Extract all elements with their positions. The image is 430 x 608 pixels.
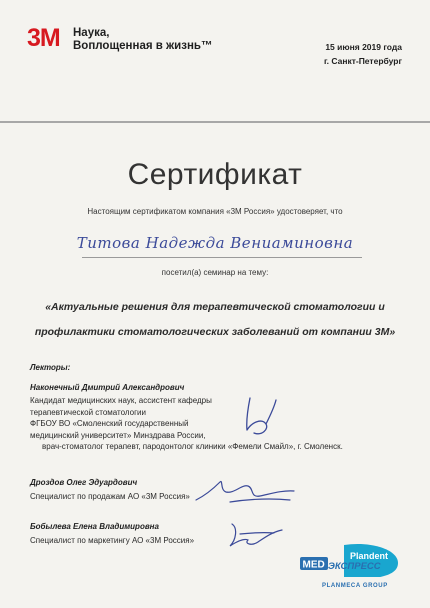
lecturer-1-line: врач-стоматолог терапевт, пародонтолог клиники «Фемели Смайл», г. Смоленск.	[42, 442, 343, 451]
svg-text:Plandent: Plandent	[350, 551, 389, 561]
recipient-underline	[82, 257, 362, 258]
attended-text: посетил(а) семинар на тему:	[161, 268, 269, 277]
lecturer-1-line: терапевтической стоматологии	[30, 407, 146, 417]
date-place	[324, 40, 402, 68]
lecturer-3-line: Специалист по маркетингу АО «3М Россия»	[30, 536, 195, 545]
lecturer-3-details	[30, 535, 194, 547]
signature-lecturer-3	[222, 518, 288, 552]
lecturer-1-line: медицинский университет» Минздрава России,	[30, 430, 206, 440]
header-divider	[0, 121, 430, 123]
lecturer-1-name: Наконечный Дмитрий Александрович	[30, 383, 185, 392]
recipient-name: Титова Надежда Вениаминовна	[76, 234, 354, 252]
lecturer-1-line: Кандидат медицинских наук, ассистент кафедры	[30, 396, 212, 405]
lecturer-2-details	[30, 491, 190, 503]
medexpress-plandent-logo	[300, 543, 400, 591]
seminar-topic-line-1: «Актуальные решения для терапевтической стоматологии и	[45, 301, 385, 313]
svg-text:PLANMECA GROUP: PLANMECA GROUP	[322, 583, 388, 589]
certificate-title: Сертификат	[127, 158, 303, 191]
svg-text:ЭКСПРЕСС: ЭКСПРЕСС	[328, 561, 381, 572]
lecturer-2-line: Специалист по продажам АО «3М Россия»	[30, 492, 190, 501]
svg-text:MED: MED	[302, 559, 325, 571]
lecturer-1-details	[30, 395, 343, 453]
signature-lecturer-2	[190, 472, 300, 512]
lecturers-label: Лекторы:	[30, 363, 71, 372]
company-tagline	[73, 27, 212, 53]
issue-date: 15 июня 2019 года	[325, 42, 402, 52]
lecturer-2-name: Дроздов Олег Эдуардович	[30, 478, 138, 487]
certificate-intro: Настоящим сертификатом компания «3М Россия» удостоверяет, что	[87, 207, 343, 216]
lecturer-3-name: Бобылева Елена Владимировна	[30, 522, 159, 531]
signature-lecturer-1	[236, 392, 286, 440]
issue-city: г. Санкт-Петербург	[323, 56, 402, 66]
tagline-line-2: Воплощенная в жизнь™	[73, 40, 213, 52]
seminar-topic-line-2: профилактики стоматологических заболеваний от компании 3М»	[34, 326, 396, 338]
lecturer-1-line: ФГБОУ ВО «Смоленский государственный	[30, 419, 189, 428]
3m-logo: 3M	[27, 24, 60, 52]
tagline-line-1: Наука,	[73, 27, 110, 39]
